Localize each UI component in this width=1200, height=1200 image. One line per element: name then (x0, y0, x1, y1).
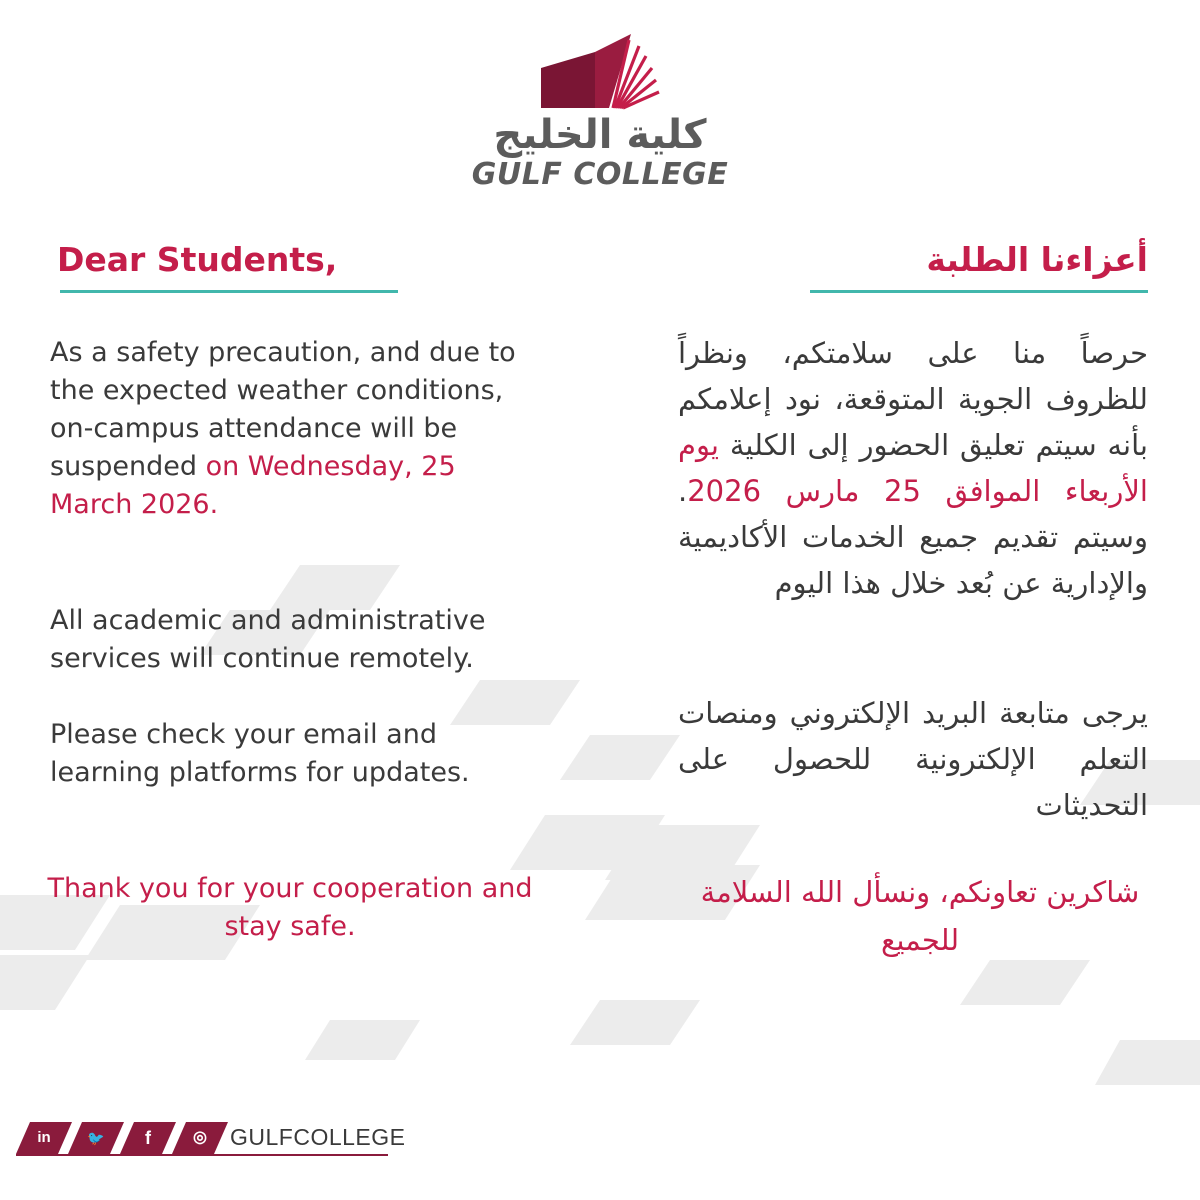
instagram-icon[interactable]: ◎ (172, 1122, 228, 1154)
social-handle[interactable]: GULFCOLLEGE (230, 1124, 406, 1150)
logo-arabic-name: كلية الخليج (493, 112, 707, 158)
linkedin-icon[interactable]: in (16, 1122, 72, 1154)
logo-english-name: GULF COLLEGE (471, 157, 729, 192)
logo-emblem (535, 28, 665, 110)
arabic-heading-underline (810, 290, 1148, 293)
english-paragraph-1 (50, 334, 520, 524)
english-paragraph-2: All academic and administrative services will continue remotely. (50, 605, 486, 674)
arabic-paragraph-2: يرجى متابعة البريد الإلكتروني ومنصات التعلم الإلكترونية للحصول على التحديثات (678, 696, 1148, 822)
english-date-highlight: on Wednesday, 25 March 2026. (50, 451, 456, 520)
english-paragraph-3: Please check your email and learning platforms for updates. (50, 719, 470, 788)
arabic-date-highlight: يوم الأربعاء الموافق 25 مارس 2026 (678, 428, 1148, 508)
english-heading: Dear Students, (57, 240, 338, 279)
english-thanks: Thank you for your cooperation and stay safe. (47, 873, 533, 942)
twitter-icon[interactable]: 🐦 (68, 1122, 124, 1154)
facebook-icon[interactable]: f (120, 1122, 176, 1154)
gulf-college-logo (470, 28, 730, 218)
arabic-thanks: شاكرين تعاونكم، ونسأل الله السلامة للجميع (700, 875, 1140, 957)
footer-divider (16, 1154, 388, 1156)
arabic-paragraph-1 (678, 330, 1148, 606)
english-paragraph-1-text: As a safety precaution, and due to the expected weather conditions, on-campus attendance will be suspended (50, 337, 516, 482)
arabic-paragraph-1-text-b: . وسيتم تقديم جميع الخدمات الأكاديمية والإدارية عن بُعد خلال هذا اليوم (678, 474, 1148, 600)
english-heading-underline (60, 290, 398, 293)
arabic-paragraph-1-text-a: حرصاً منا على سلامتكم، ونظراً للظروف الجوية المتوقعة، نود إعلامكم بأنه سيتم تعليق الحضور إلى الكلية (678, 336, 1148, 462)
arabic-heading: أعزاءنا الطلبة (926, 240, 1148, 279)
